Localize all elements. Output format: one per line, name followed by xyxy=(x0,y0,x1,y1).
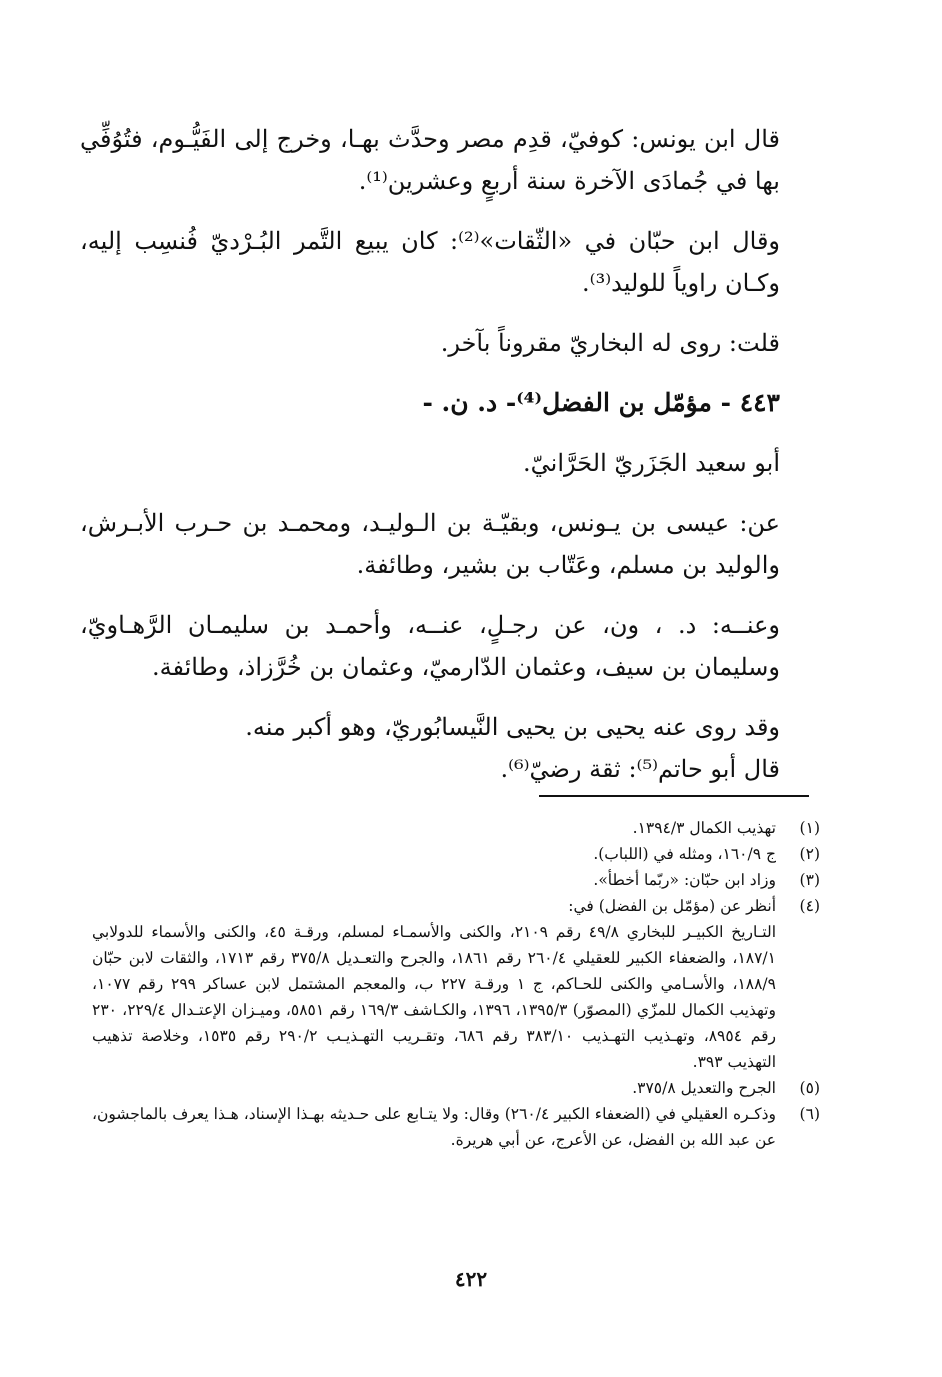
paragraph-ibn-hibban: وقال ابن حبّان في «الثّقات»⁽²⁾: كان يبيع التَّمر البُـرْديّ فُنسِب إليه، وكـان راوياً للوليد⁽³⁾. xyxy=(80,227,780,297)
paragraph-bukhari-note: قلت: روى له البخاريّ مقروناً بآخر. xyxy=(440,329,780,357)
footnote-6 xyxy=(92,1101,820,1153)
footnote-1 xyxy=(92,815,820,841)
entry-heading: ٤٤٣ - مؤمّل بن الفضل⁽⁴⁾- د. ن. - xyxy=(422,388,780,417)
paragraph-kunya: أبو سعيد الجَزَريّ الحَرَّانيّ. xyxy=(523,449,780,477)
paragraph-yahya: وقد روى عنه يحيى بن يحيى النَّيسابُوريّ، وهو أكبر منه. xyxy=(245,713,780,741)
footnote-4-sources xyxy=(92,919,820,1075)
footnote-number: (٢) xyxy=(799,845,820,863)
footnote-2 xyxy=(92,841,820,867)
page-number: ٤٢٢ xyxy=(454,1267,488,1291)
footnote-separator xyxy=(539,795,809,797)
footnote-text: تهذيب الكمال ١٣٩٤/٣. xyxy=(632,819,776,837)
footnote-5 xyxy=(92,1075,820,1101)
footnotes xyxy=(92,815,820,1153)
footnote-3 xyxy=(92,867,820,893)
paragraph-narrated-from: عن: عيسى بن يـونس، وبقيّـة بن الـوليـد، ومحمـد بن حـرب الأبـرش، والوليد بن مسلم، وعَتّاب بن بشير، وطائفة. xyxy=(80,509,780,579)
main-text xyxy=(80,118,822,790)
footnote-number: (٥) xyxy=(799,1079,820,1097)
footnote-text: وذكـره العقيلي في (الضعفاء الكبير ٢٦٠/٤) وقال: ولا يتـابع على حـديثه بهـذا الإسناد، هـذا يعرف بالماجشون، عن عبد الله بن الفضل، عن الأعرج، عن أبي هريرة. xyxy=(92,1105,776,1149)
footnote-number: (٤) xyxy=(799,897,820,915)
footnote-number xyxy=(776,919,820,1075)
paragraph-abu-hatim: قال أبو حاتم⁽⁵⁾: ثقة رضيّ⁽⁶⁾. xyxy=(500,755,780,783)
footnote-text: وزاد ابن حبّان: «ربّما أخطأ». xyxy=(593,871,776,889)
footnote-number: (١) xyxy=(799,819,820,837)
footnote-4 xyxy=(92,893,820,919)
footnote-text: أنظر عن (مؤمّل بن الفضل) في: xyxy=(568,897,776,915)
paragraph-ibn-yunus: قال ابن يونس: كوفيّ، قدِم مصر وحدَّث بهـا، وخرج إلى الفَيُّـوم، فتُوُفِّي بها في جُمادَى الآخرة سنة أربعٍ وعشرين⁽¹⁾. xyxy=(80,125,780,195)
footnote-text: التـاريخ الكبيـر للبخاري ٤٩/٨ رقم ٢١٠٩، والكنى والأسمـاء لمسلم، ورقـة ٤٥، والكنى والأسماء للدولابي ١٨٧/١، والضعفاء الكبير للعقيلي ٢٦٠/٤ رقم ١٨٦١، والجرح والتعـديل ٣٧٥/٨ رقم ١٧١٣، والثقات لابن حبّان ١٨٨/٩، والأسـامي والكنى للحـاكم، ج ١ ورقـة ٢٢٧ ب، والمعجم المشتمل لابن عساكر ٢٩٩ رقم ١٠٧٧، وتهذيب الكمال للمزّي (المصوّر) ١٣٩٥/٣، ١٣٩٦، والكـاشف ١٦٩/٣ رقم ٥٨٥١، وميـزان الإعتـدال ٢٢٩/٤، ٢٣٠ رقم ٨٩٥٤، وتهـذيب التهـذيب ٣٨٣/١٠ رقم ٦٨٦، وتقـريب التهـذيـب ٢٩٠/٢ رقم ١٥٣٥، وخلاصة تذهيب التهذيب ٣٩٣. xyxy=(92,923,777,1071)
footnote-number: (٣) xyxy=(799,871,820,889)
footnote-text: ج ١٦٠/٩، ومثله في (اللباب). xyxy=(593,845,776,863)
footnote-text: الجرح والتعديل ٣٧٥/٨. xyxy=(632,1079,776,1097)
paragraph-narrated-by: وعنــه: د. ، ون، عن رجـلٍ، عنــه، وأحمـد بن سليمـان الرَّهـاويّ، وسليمان بن سيف، وعثمان الدّارميّ، وعثمان بن خُرَّزاذ، وطائفة. xyxy=(80,611,780,681)
footnote-number: (٦) xyxy=(799,1105,820,1123)
